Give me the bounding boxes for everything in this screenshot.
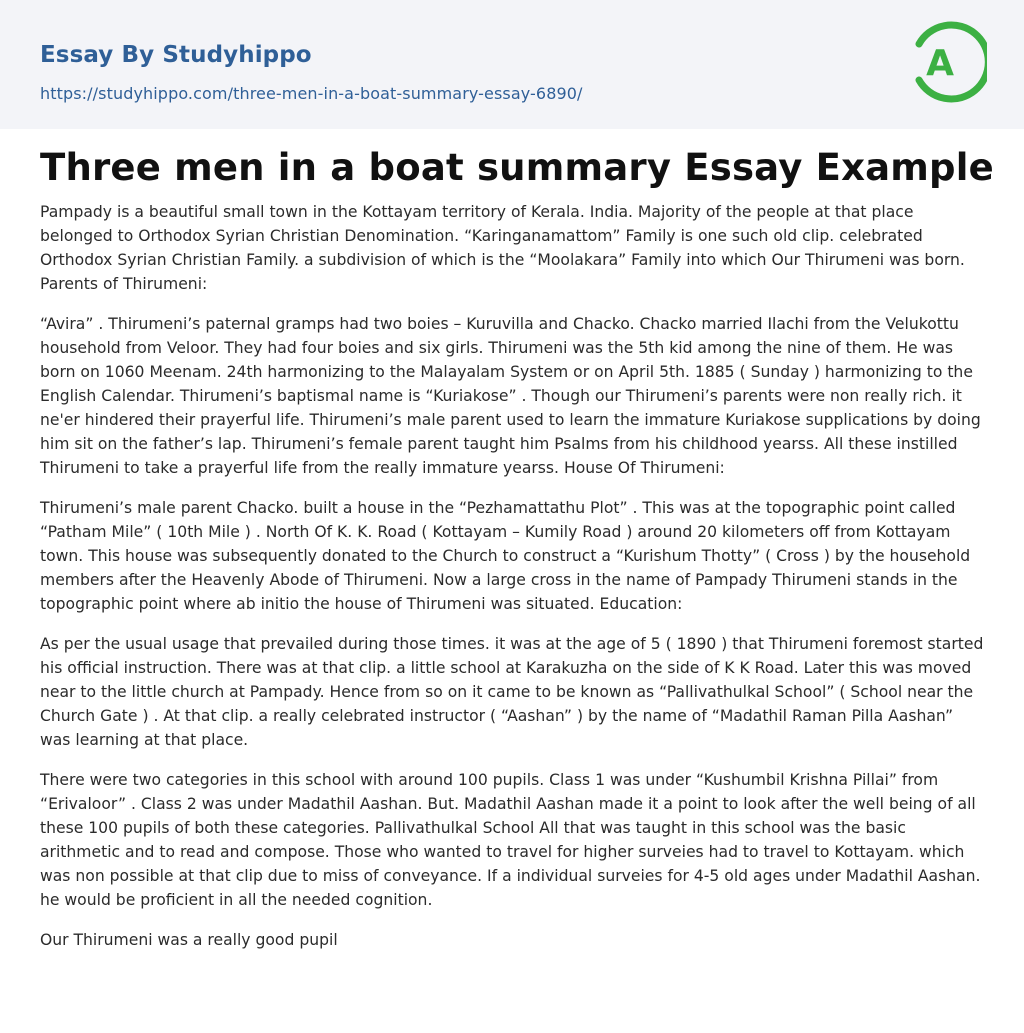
paragraph: Pampady is a beautiful small town in the Kottayam territory of Kerala. India. Majority of the people at that place belonged to Orthodox Syrian Christian Denomination. “Karinganamattom” Family is one such old clip. celebrated Orthodox Syrian Christian Family. a subdivision of which is the “Moolakara” Family into which Our Thirumeni was born. Parents of Thirumeni: <box>40 203 965 293</box>
paragraph: “Avira” . Thirumeni’s paternal gramps had two boies – Kuruvilla and Chacko. Chacko married Ilachi from the Velukottu household from Veloor. They had four boies and six girls. Thirumeni was the 5th kid among the nine of them. He was born on 1060 Meenam. 24th harmonizing to the Malayalam System or on April 5th. 1885 ( Sunday ) harmonizing to the English Calendar. Thirumeni’s baptismal name is “Kuriakose” . Though our Thirumeni’s parents were non really rich. it ne'er hindered their prayerful life. Thirumeni’s male parent used to learn the immature Kuriakose supplications by doing him sit on the father’s lap. Thirumeni’s female parent taught him Psalms from his childhood yearss. All these instilled Thirumeni to take a prayerful life from the really immature yearss. House Of Thirumeni: <box>40 315 981 477</box>
site-brand[interactable]: Essay By Studyhippo <box>40 42 312 68</box>
paragraph: There were two categories in this school with around 100 pupils. Class 1 was under “Kushumbil Krishna Pillai” from “Erivaloor” . Class 2 was under Madathil Aashan. But. Madathil Aashan made it a point to look after the well being of all these 100 pupils of both these categories. Pallivathulkal School All that was taught in this school was the basic arithmetic and to read and compose. Those who wanted to travel for higher surveies had to travel to Kottayam. which was non possible at that clip due to miss of conveyance. If a individual surveies for 4-5 old ages under Madathil Aashan. he would be proficient in all the needed cognition. <box>40 771 981 909</box>
paragraph: As per the usual usage that prevailed during those times. it was at the age of 5 ( 1890 ) that Thirumeni foremost started his official instruction. There was at that clip. a little school at Karakuzha on the side of K K Road. Later this was moved near to the little church at Pampady. Hence from so on it came to be known as “Pallivathulkal School” ( School near the Church Gate ) . At that clip. a really celebrated instructor ( “Aashan” ) by the name of “Madathil Raman Pilla Aashan” was learning at that place. <box>40 635 984 749</box>
page-url-link[interactable]: https://studyhippo.com/three-men-in-a-boat-summary-essay-6890/ <box>40 84 583 103</box>
page-title: Three men in a boat summary Essay Example <box>40 146 994 189</box>
logo-letter: A <box>926 43 954 84</box>
article-body <box>40 200 984 968</box>
paragraph: Thirumeni’s male parent Chacko. built a house in the “Pezhamattathu Plot” . This was at the topographic point called “Patham Mile” ( 10th Mile ) . North Of K. K. Road ( Kottayam – Kumily Road ) around 20 kilometers off from Kottayam town. This house was subsequently donated to the Church to construct a “Kurishum Thotty” ( Cross ) by the household members after the Heavenly Abode of Thirumeni. Now a large cross in the name of Pampady Thirumeni stands in the topographic point where ab initio the house of Thirumeni was situated. Education: <box>40 499 971 613</box>
paragraph: Our Thirumeni was a really good pupil <box>40 931 338 949</box>
